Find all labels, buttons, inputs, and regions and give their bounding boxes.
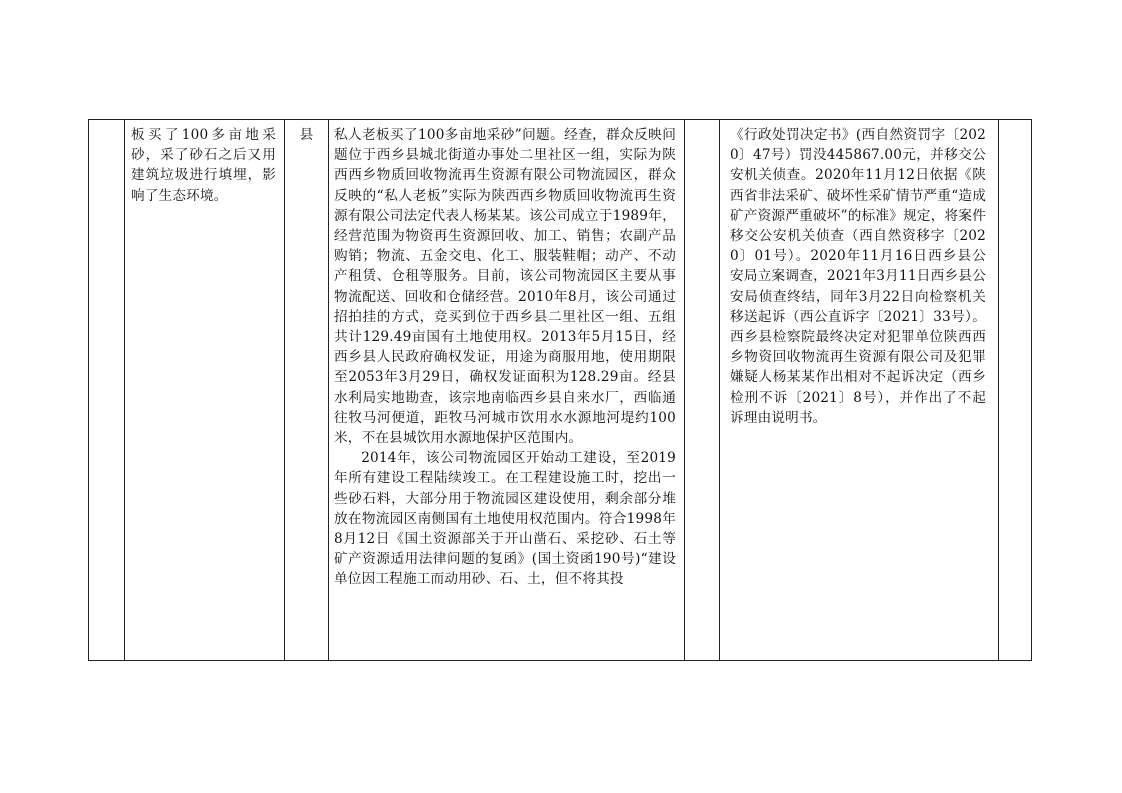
investigation-paragraph-2: 2014年，该公司物流园区开始动工建设，至2019年所有建设工程陆续竣工。在工程建设施工时，挖出一些砂石料，大部分用于物流园区建设使用，剩余部分堆放在物流园区南侧国有土地使用权范围内。符合1998年8月12日《国土资源部关于开山凿石、采挖砂、石土等矿产资源适用法律问题的复函》(国土资函190号)“建设单位因工程施工而动用砂、石、土，但不将其投 [334, 450, 676, 588]
county-text: 县 [299, 127, 314, 143]
issue-text: 板买了100多亩地采砂，采了砂石之后又用建筑垃圾进行填埋，影响了生态环境。 [131, 127, 276, 204]
column-investigation [329, 120, 685, 660]
column-handling [720, 120, 999, 660]
complaint-table [88, 119, 1032, 661]
investigation-paragraph-1: 私人老板买了100多亩地采砂”问题。经查，群众反映问题位于西乡县城北街道办事处二里社区一组，实际为陕西西乡物质回收物流再生资源有限公司物流园区，群众反映的“私人老板”实际为陕西西乡物质回收物流再生资源有限公司法定代表人杨某某。该公司成立于1989年，经营范围为物资再生资源回收、加工、销售；农副产品购销；物流、五金交电、化工、服装鞋帽；动产、不动产租赁、仓租等服务。目前，该公司物流园区主要从事物流配送、回收和仓储经营。2010年8月，该公司通过招拍挂的方式，竞买到位于西乡县二里社区一组、五组共计129.49亩国有土地使用权。2013年5月15日，经西乡县人民政府确权发证，用途为商服用地，使用期限至2053年3月29日，确权发证面积为128.29亩。经县水利局实地勘查，该宗地南临西乡县自来水厂，西临通往牧马河便道，距牧马河城市饮用水水源地河堤约100米，不在县城饮用水源地保护区范围内。 [334, 127, 676, 447]
column-county [285, 120, 329, 660]
column-status [685, 120, 720, 660]
column-notes [999, 120, 1033, 660]
handling-text: 《行政处罚决定书》(西自然资罚字〔2020〕47号）罚没445867.00元，并移交公安机关侦查。2020年11月12日依据《陕西省非法采矿、破坏性采矿情节严重“造成矿产资源严重破坏”的标准》规定，将案件移交公安机关侦查（西自然资移字〔2020〕01号）。2020年11月16日西乡县公安局立案调查，2021年3月11日西乡县公安局侦查终结，同年3月22日向检察机关移送起诉（西公直诉字〔2021〕33号）。西乡县检察院最终决定对犯罪单位陕西西乡物资回收物流再生资源有限公司及犯罪嫌疑人杨某某作出相对不起诉决定（西乡检刑不诉〔2021〕8号），并作出了不起诉理由说明书。 [730, 127, 986, 426]
column-issue [125, 120, 285, 660]
column-index [89, 120, 125, 660]
